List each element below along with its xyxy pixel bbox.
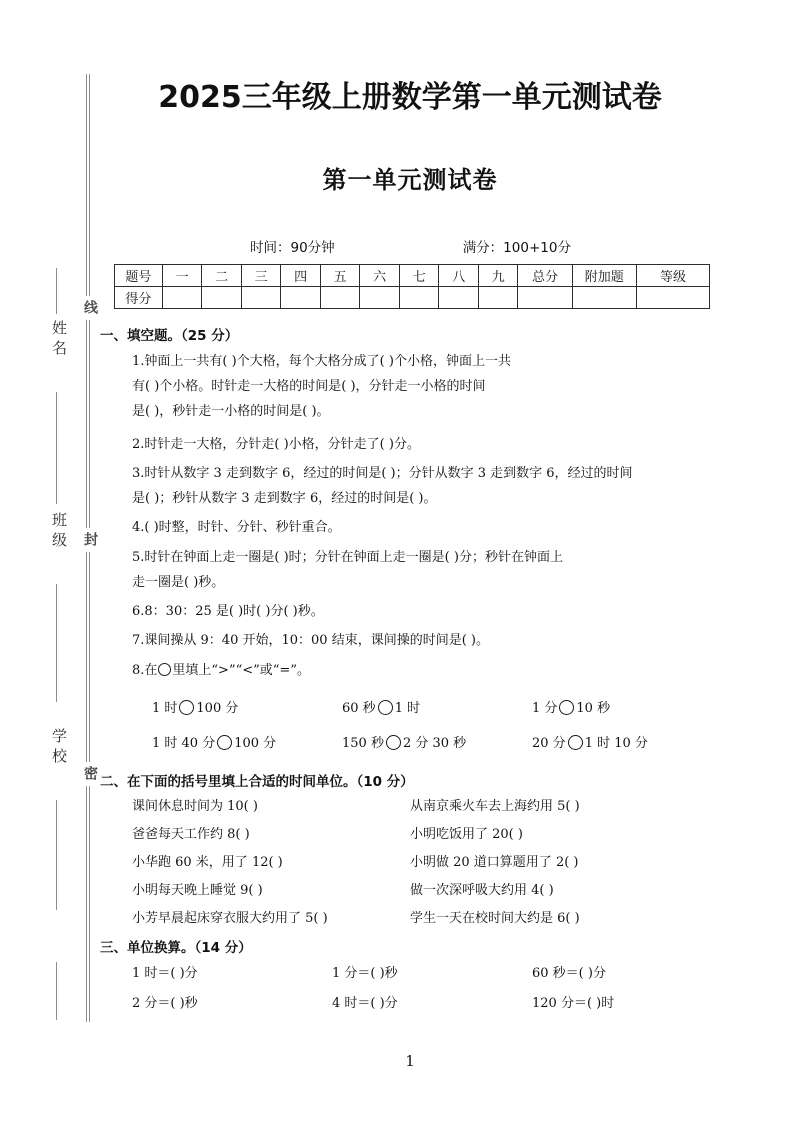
section-heading-1: 一、填空题。（25 分）: [100, 328, 239, 344]
compare-left-6: 20 分: [532, 736, 566, 751]
question-6-line-1: 6.8：30：25 是( )时( )分( )秒。: [132, 604, 324, 619]
question-7-line-1: 7.课间操从 9：40 开始，10：00 结束，课间操的时间是( )。: [132, 633, 489, 648]
info-label-class: 班级: [50, 512, 68, 552]
table-row-header: [115, 265, 710, 287]
info-rule-3: [56, 584, 57, 702]
score-col-extra: 附加题: [572, 265, 636, 287]
conversion-2-2: 4 时＝( )分: [332, 996, 398, 1011]
question-1-line-1: 1.钟面上一共有( )个大格，每个大格分成了( )个小格，钟面上一共: [132, 354, 511, 369]
unit-item-1-left: 课间休息时间为 10( ): [132, 799, 258, 814]
compare-left-3: 1 分: [532, 701, 558, 716]
seal-margin: [0, 0, 100, 1122]
page-title: 2025三年级上册数学第一单元测试卷: [158, 80, 662, 115]
score-col-total: 总分: [518, 265, 572, 287]
compare-circle-icon-5[interactable]: [386, 735, 401, 750]
question-1-line-3: 是( )，秒针走一小格的时间是( )。: [132, 404, 330, 419]
compare-left-4: 1 时 40 分: [152, 736, 216, 751]
score-col-6: 六: [360, 265, 400, 287]
info-rule-4: [56, 800, 57, 910]
score-cell-total[interactable]: [518, 287, 572, 309]
compare-circle-icon-2[interactable]: [378, 700, 393, 715]
score-cell-extra[interactable]: [572, 287, 636, 309]
score-cell-8[interactable]: [439, 287, 479, 309]
score-col-1: 一: [162, 265, 202, 287]
page-subtitle: 第一单元测试卷: [322, 166, 498, 194]
score-col-7: 七: [399, 265, 439, 287]
compare-item-4: [152, 732, 276, 751]
compare-item-3: [532, 697, 610, 716]
compare-right-3: 10 秒: [576, 701, 611, 716]
unit-item-2-left: 爸爸每天工作约 8( ): [132, 827, 250, 842]
question-8-heading: [132, 659, 310, 678]
compare-item-6: [532, 732, 648, 751]
exam-total-label: 满分：100+10分: [462, 240, 571, 256]
score-cell-6[interactable]: [360, 287, 400, 309]
question-1-line-2: 有( )个小格。时针走一大格的时间是( )，分针走一小格的时间: [132, 379, 486, 394]
compare-item-5: [342, 732, 466, 751]
score-col-9: 九: [478, 265, 518, 287]
score-cell-grade[interactable]: [637, 287, 710, 309]
info-label-name: 姓名: [50, 320, 68, 360]
page-number: 1: [405, 1052, 415, 1070]
compare-right-6: 1 时 10 分: [584, 736, 648, 751]
compare-circle-icon-1[interactable]: [179, 700, 194, 715]
conversion-1-3: 60 秒＝( )分: [532, 966, 606, 981]
info-label-school: 学校: [50, 728, 68, 768]
compare-circle-icon-6[interactable]: [568, 735, 583, 750]
compare-left-1: 1 时: [152, 701, 178, 716]
conversion-2-1: 2 分＝( )秒: [132, 996, 198, 1011]
score-cell-3[interactable]: [241, 287, 281, 309]
conversion-2-3: 120 分＝( )时: [532, 996, 615, 1011]
compare-right-4: 100 分: [234, 736, 277, 751]
unit-item-5-left: 小芳早晨起床穿衣服大约用了 5( ): [132, 911, 328, 926]
conversion-1-2: 1 分＝( )秒: [332, 966, 398, 981]
section-heading-2: 二、在下面的括号里填上合适的时间单位。（10 分）: [100, 774, 414, 790]
score-col-3: 三: [241, 265, 281, 287]
table-row-scores: [115, 287, 710, 309]
question-3-line-2: 是( )；秒针从数字 3 走到数字 6，经过的时间是( )。: [132, 491, 437, 506]
unit-item-5-right: 学生一天在校时间大约是 6( ): [410, 911, 580, 926]
info-rule-2: [56, 392, 57, 504]
info-rule-1: [56, 268, 57, 314]
unit-item-1-right: 从南京乘火车去上海约用 5( ): [410, 799, 580, 814]
score-cell-4[interactable]: [281, 287, 321, 309]
question-5-line-2: 走一圈是( )秒。: [132, 575, 225, 590]
score-cell-5[interactable]: [320, 287, 360, 309]
question-8-text-after: 里填上“>”“<”或“=”。: [172, 663, 310, 678]
page-body: [100, 0, 790, 1122]
score-col-2: 二: [202, 265, 242, 287]
score-col-4: 四: [281, 265, 321, 287]
compare-circle-icon-3[interactable]: [559, 700, 574, 715]
seal-char-xian: 线: [76, 296, 100, 320]
compare-left-5: 150 秒: [342, 736, 384, 751]
unit-item-3-right: 小明做 20 道口算题用了 2( ): [410, 855, 579, 870]
question-8-text-before: 8.在: [132, 663, 158, 678]
compare-item-1: [152, 697, 238, 716]
question-5-line-1: 5.时针在钟面上走一圈是( )时；分针在钟面上走一圈是( )分；秒针在钟面上: [132, 550, 563, 565]
score-cell-7[interactable]: [399, 287, 439, 309]
unit-item-2-right: 小明吃饭用了 20( ): [410, 827, 523, 842]
unit-item-4-left: 小明每天晚上睡觉 9( ): [132, 883, 263, 898]
info-rule-5: [56, 962, 57, 1020]
score-table: [114, 264, 710, 309]
compare-circle-icon-4[interactable]: [217, 735, 232, 750]
question-4-line-1: 4.( )时整，时针、分针、秒针重合。: [132, 520, 341, 535]
compare-right-1: 100 分: [196, 701, 239, 716]
exam-time-label: 时间：90分钟: [250, 240, 335, 256]
compare-right-2: 1 时: [394, 701, 421, 716]
unit-item-3-left: 小华跑 60 米，用了 12( ): [132, 855, 283, 870]
score-col-8: 八: [439, 265, 479, 287]
compare-right-5: 2 分 30 秒: [402, 736, 467, 751]
score-cell-2[interactable]: [202, 287, 242, 309]
compare-circle-icon-sample[interactable]: [158, 663, 171, 676]
score-cell-1[interactable]: [162, 287, 202, 309]
seal-char-feng: 封: [76, 528, 100, 552]
conversion-1-1: 1 时＝( )分: [132, 966, 198, 981]
score-table-row-label-2: 得分: [115, 287, 163, 309]
seal-char-mi: 密: [76, 762, 100, 786]
unit-item-4-right: 做一次深呼吸大约用 4( ): [410, 883, 554, 898]
score-col-grade: 等级: [637, 265, 710, 287]
section-heading-3: 三、单位换算。（14 分）: [100, 940, 252, 956]
score-cell-9[interactable]: [478, 287, 518, 309]
compare-left-2: 60 秒: [342, 701, 376, 716]
score-table-row-label-1: 题号: [115, 265, 163, 287]
score-col-5: 五: [320, 265, 360, 287]
question-3-line-1: 3.时针从数字 3 走到数字 6，经过的时间是( )；分针从数字 3 走到数字 6，经过的时间: [132, 466, 633, 481]
question-2-line-1: 2.时针走一大格，分针走( )小格，分针走了( )分。: [132, 437, 420, 452]
compare-item-2: [342, 697, 420, 716]
exam-meta: [160, 236, 700, 256]
